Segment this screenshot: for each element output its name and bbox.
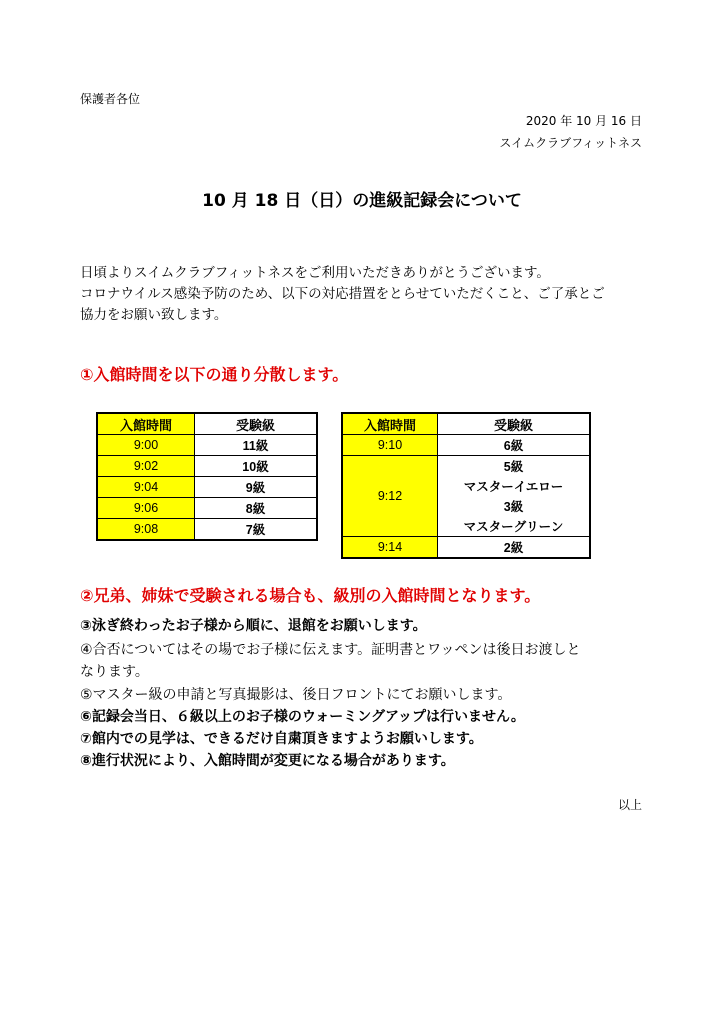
schedule-table-right bbox=[341, 412, 591, 559]
table-row bbox=[97, 498, 317, 519]
entry-time-cell: 9:08 bbox=[97, 519, 195, 541]
grade-cell: 5級 bbox=[438, 456, 591, 477]
table-row bbox=[97, 519, 317, 541]
recipient: 保護者各位 bbox=[80, 92, 141, 106]
entry-time-cell: 9:06 bbox=[97, 498, 195, 519]
intro-line-1: 日頃よりスイムクラブフィットネスをご利用いただきありがとうございます。 bbox=[80, 265, 550, 281]
table-row bbox=[97, 435, 317, 456]
entry-time-cell: 9:00 bbox=[97, 435, 195, 456]
grade-cell: マスターイエロー bbox=[438, 476, 591, 496]
item-5: ⑤マスター級の申請と写真撮影は、後日フロントにてお願いします。 bbox=[80, 687, 512, 703]
grade-cell: 11級 bbox=[195, 435, 318, 456]
header-grade: 受験級 bbox=[438, 413, 591, 435]
grade-cell: 3級 bbox=[438, 496, 591, 516]
entry-time-cell: 9:10 bbox=[342, 435, 438, 456]
table-row bbox=[342, 537, 590, 559]
table-row bbox=[97, 456, 317, 477]
grade-cell: 9級 bbox=[195, 477, 318, 498]
grade-cell: 10級 bbox=[195, 456, 318, 477]
item-4-line-2: なります。 bbox=[80, 664, 149, 680]
header-entry-time: 入館時間 bbox=[342, 413, 438, 435]
closing-text: 以上 bbox=[617, 798, 642, 812]
section-1-heading: ①入館時間を以下の通り分散します。 bbox=[80, 365, 349, 384]
intro-line-2: コロナウイルス感染予防のため、以下の対応措置をとらせていただくこと、ご了承とご bbox=[80, 286, 605, 302]
document-date: 2020 年 10 月 16 日 bbox=[525, 114, 642, 128]
grade-cell: 8級 bbox=[195, 498, 318, 519]
table-row bbox=[342, 456, 590, 477]
grade-cell: 6級 bbox=[438, 435, 591, 456]
header-entry-time: 入館時間 bbox=[97, 413, 195, 435]
grade-cell: 7級 bbox=[195, 519, 318, 541]
entry-time-cell-grouped: 9:12 bbox=[342, 456, 438, 537]
grade-cell: 2級 bbox=[438, 537, 591, 559]
item-4-line-1: ④合否についてはその場でお子様に伝えます。証明書とワッペンは後日お渡しと bbox=[80, 642, 581, 658]
schedule-table-left bbox=[96, 412, 318, 541]
sender-name: スイムクラブフィットネス bbox=[499, 136, 642, 150]
entry-time-cell: 9:04 bbox=[97, 477, 195, 498]
entry-time-cell: 9:02 bbox=[97, 456, 195, 477]
item-3: ③泳ぎ終わったお子様から順に、退館をお願いします。 bbox=[80, 618, 427, 634]
table-row bbox=[342, 435, 590, 456]
section-2-heading: ②兄弟、姉妹で受験される場合も、級別の入館時間となります。 bbox=[80, 586, 541, 605]
intro-line-3: 協力をお願い致します。 bbox=[80, 307, 228, 323]
grade-cell: マスターグリーン bbox=[438, 516, 591, 537]
header-grade: 受験級 bbox=[195, 413, 318, 435]
item-6: ⑥記録会当日、６級以上のお子様のウォーミングアップは行いません。 bbox=[80, 709, 525, 725]
table-row bbox=[97, 477, 317, 498]
document-title: 10 月 18 日（日）の進級記録会について bbox=[202, 191, 522, 211]
entry-time-cell: 9:14 bbox=[342, 537, 438, 559]
item-8: ⑧進行状況により、入館時間が変更になる場合があります。 bbox=[80, 753, 455, 769]
item-7: ⑦館内での見学は、できるだけ自粛頂きますようお願いします。 bbox=[80, 731, 483, 747]
